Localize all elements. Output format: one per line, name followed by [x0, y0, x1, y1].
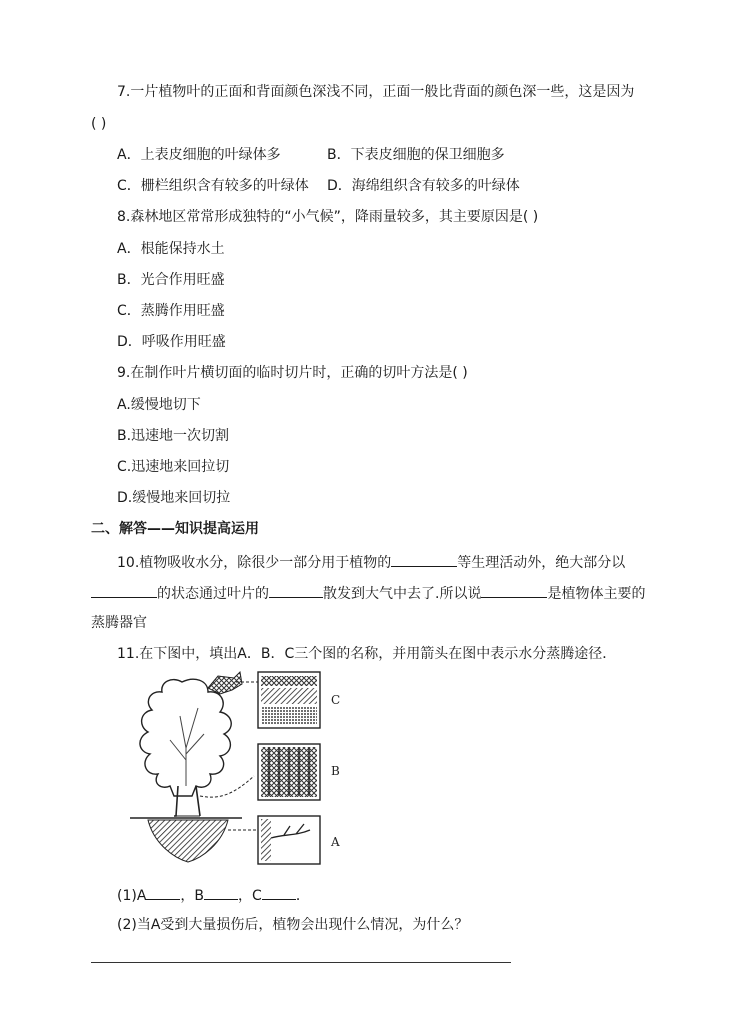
tree-roots: [148, 820, 228, 862]
q8-option-a: A．根能保持水土: [117, 241, 225, 257]
q11-stem: 11.在下图中，填出A．B．C三个图的名称，并用箭头在图中表示水分蒸腾途径．: [117, 646, 617, 662]
q10-blank-1: [391, 552, 457, 567]
q11-blank-c: [262, 885, 296, 900]
tree-illustration: [124, 668, 354, 870]
q8-option-d: D．呼吸作用旺盛: [117, 334, 226, 350]
tree-trunk: [174, 786, 200, 816]
figure-label-a: A: [331, 835, 340, 849]
q10-text-5: 是植物体主要的: [547, 586, 646, 602]
q9-option-b: B.迅速地一次切割: [117, 428, 230, 444]
q11-blank-a: [146, 885, 180, 900]
q9-option-c: C.迅速地来回拉切: [117, 459, 230, 475]
q10-text-1: 10.植物吸收水分，除很少一部分用于植物的: [117, 555, 392, 571]
q9-option-a: A.缓慢地切下: [117, 397, 201, 413]
q11-sub1-c: ，C: [238, 888, 262, 904]
figure-label-b: B: [331, 764, 340, 778]
q8-option-b: B．光合作用旺盛: [117, 272, 225, 288]
q7-option-a: A．上表皮细胞的叶绿体多: [117, 147, 281, 163]
tree-figure: [124, 668, 354, 870]
q10-text-4: 散发到大气中去了.所以说: [323, 586, 482, 602]
q7-option-d: D．海绵组织含有较多的叶绿体: [327, 178, 520, 194]
q10-line2: [91, 583, 645, 603]
q7-bracket: ( ): [91, 116, 107, 132]
q8-option-c: C．蒸腾作用旺盛: [117, 303, 225, 319]
answer-line: [91, 962, 511, 963]
q10-line1: [117, 552, 625, 572]
q11-sub1: [117, 885, 310, 905]
leaf-cluster: [208, 672, 242, 694]
q10-text-2: 等生理活动外，绝大部分以: [457, 555, 626, 571]
section-heading: 二、解答——知识提高运用: [91, 521, 259, 537]
q9-option-d: D.缓慢地来回切拉: [117, 490, 231, 506]
q10-blank-3: [269, 583, 323, 598]
q11-blank-b: [204, 885, 238, 900]
q10-text-3: 的状态通过叶片的: [157, 586, 269, 602]
q9-stem: 9.在制作叶片横切面的临时切片时，正确的切叶方法是( ): [117, 365, 468, 381]
q10-blank-4: [481, 583, 547, 598]
q11-sub1-b: ，B: [180, 888, 205, 904]
q11-sub1-end: ．: [295, 888, 310, 904]
q8-stem: 8.森林地区常常形成独特的“小气候”，降雨量较多，其主要原因是( ): [117, 209, 539, 225]
q10-line3: 蒸腾器官: [91, 615, 147, 631]
q11-sub2: (2)当A受到大量损伤后，植物会出现什么情况，为什么？: [117, 917, 469, 933]
q7-option-c: C．栅栏组织含有较多的叶绿体: [117, 178, 309, 194]
q7-stem: 7.一片植物叶的正面和背面颜色深浅不同，正面一般比背面的颜色深一些，这是因为: [117, 84, 635, 100]
figure-label-c: C: [331, 693, 341, 707]
q10-blank-2: [91, 583, 157, 598]
q11-sub1-a: (1)A: [117, 888, 147, 904]
q7-option-b: B．下表皮细胞的保卫细胞多: [327, 147, 505, 163]
